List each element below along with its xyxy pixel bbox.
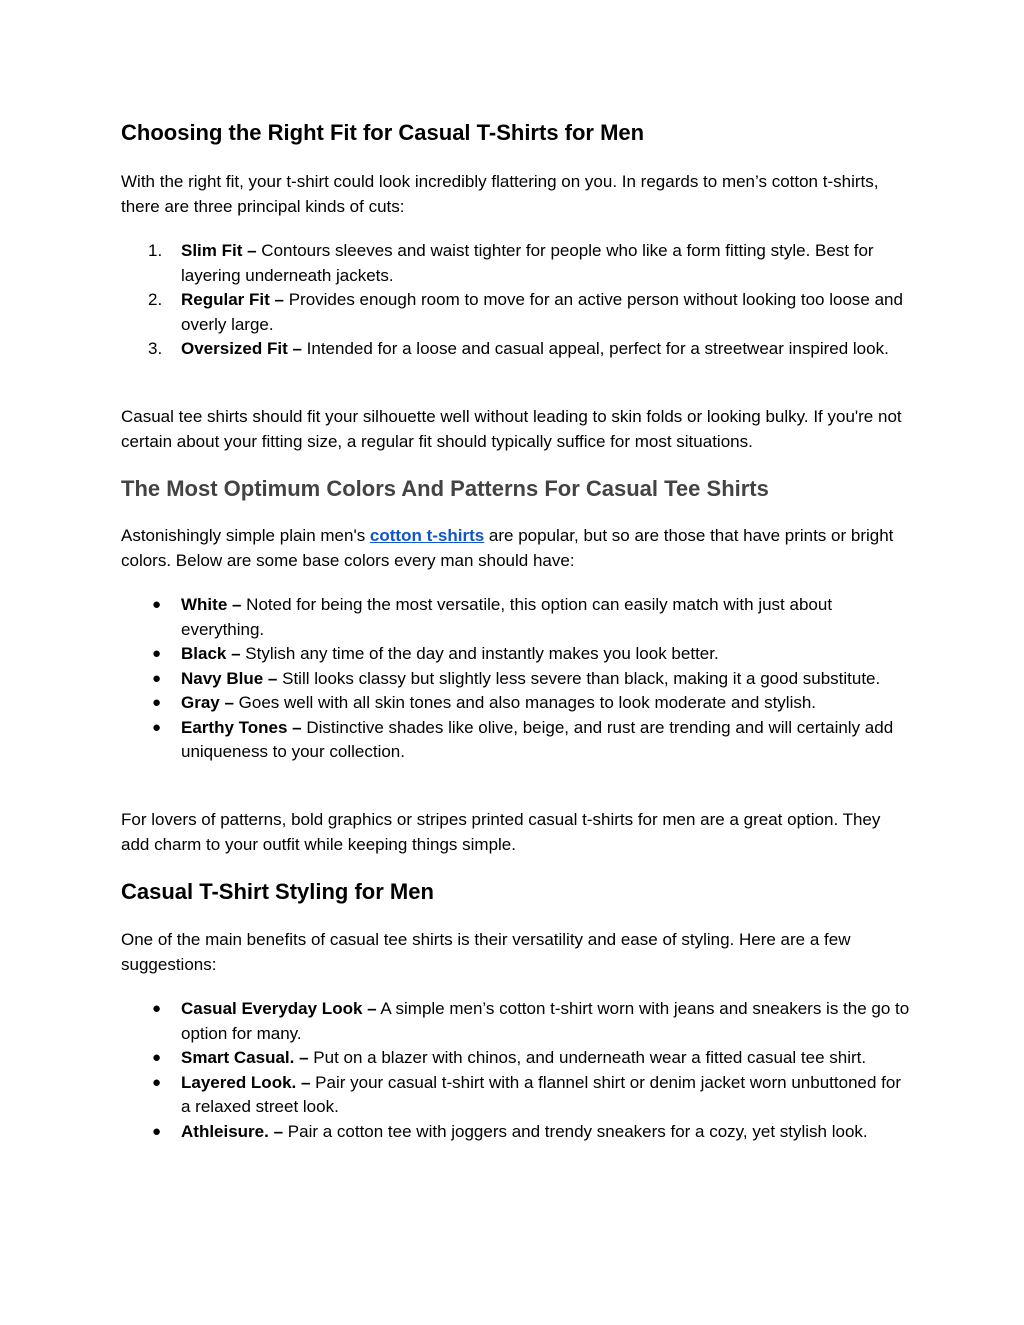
list-item-layered-look [121, 1071, 911, 1120]
bullet-icon: ● [152, 1073, 162, 1091]
list-item-title: Black – [181, 644, 241, 663]
bullet-icon: ● [152, 1000, 162, 1017]
list-item-gray [121, 691, 911, 716]
list-item-title: Earthy Tones – [181, 717, 302, 737]
paragraph-styling-intro: One of the main benefits of casual tee shirts is their versatility and ease of styling. Here are a few suggestions: [121, 930, 851, 974]
list-item-title: Layered Look. – [181, 1072, 311, 1092]
paragraph-fit-outro: Casual tee shirts should fit your silhouette well without leading to skin folds or looking bulky. If you're not certain about your fitting size, a regular fit should typically suffice for most situations. [121, 407, 902, 451]
list-item-black [121, 642, 911, 667]
list-item-text: A simple men’s cotton t-shirt worn with jeans and sneakers is the go to option for many. [181, 999, 910, 1043]
list-item-regular-fit [121, 288, 911, 337]
list-number: 1. [148, 241, 163, 260]
paragraph-colors-intro [121, 524, 911, 573]
list-item-title: Regular Fit – [181, 290, 284, 309]
list-item-text: Distinctive shades like olive, beige, and rust are trending and will certainly add uniqueness to your collection. [181, 717, 894, 761]
list-item-title: White – [181, 595, 242, 614]
list-number: 3. [148, 339, 163, 358]
list-item-text: Intended for a loose and casual appeal, perfect for a streetwear inspired look. [301, 339, 889, 358]
list-item-text: Pair your casual t-shirt with a flannel shirt or denim jacket worn unbuttoned for a relaxed street look. [181, 1072, 901, 1116]
bullet-icon: ● [152, 669, 162, 687]
list-item-title: Athleisure. – [181, 1121, 284, 1141]
list-item-title: Slim Fit – [181, 241, 257, 260]
cotton-tshirts-link[interactable]: cotton t-shirts [369, 526, 485, 545]
list-item-text: Pair a cotton tee with joggers and trendy sneakers for a cozy, yet stylish look. [283, 1121, 868, 1141]
bullet-icon: ● [152, 645, 162, 662]
list-item-title: Gray – [181, 693, 234, 712]
list-item-title: Casual Everyday Look – [181, 999, 377, 1018]
list-item-text: Still looks classy but slightly less severe than black, making it a good substitute. [277, 668, 881, 688]
list-item-athleisure [121, 1120, 911, 1145]
heading-styling: Casual T-Shirt Styling for Men [121, 879, 434, 904]
bullet-icon: ● [152, 1049, 162, 1066]
list-item-text: Noted for being the most versatile, this option can easily match with just about everything. [181, 595, 833, 639]
fit-list [121, 239, 911, 362]
list-item-smart-casual [121, 1046, 911, 1071]
list-item-text: Put on a blazer with chinos, and underneath wear a fitted casual tee shirt. [308, 1048, 867, 1067]
list-item-text: Goes well with all skin tones and also manages to look moderate and stylish. [233, 693, 817, 712]
list-item-earthy-tones [121, 716, 911, 765]
list-item-text: Stylish any time of the day and instantly makes you look better. [240, 644, 719, 663]
intro-text-after: are popular, but so are those that have prints or bright colors. Below are some base colors every man should have: [121, 526, 894, 570]
list-item-title: Oversized Fit – [181, 339, 302, 358]
list-item-slim-fit [121, 239, 911, 288]
list-item-casual-everyday [121, 997, 911, 1046]
heading-colors-patterns: The Most Optimum Colors And Patterns For Casual Tee Shirts [121, 476, 769, 501]
list-item-title: Smart Casual. – [181, 1048, 309, 1067]
bullet-icon: ● [152, 596, 162, 613]
bullet-icon: ● [152, 1122, 162, 1140]
styling-list [121, 997, 911, 1144]
list-item-oversized-fit [121, 337, 911, 362]
list-number: 2. [148, 290, 163, 309]
paragraph-fit-intro: With the right fit, your t-shirt could look incredibly flattering on you. In regards to men’s cotton t-shirts, there are three principal kinds of cuts: [121, 172, 879, 216]
bullet-icon: ● [152, 718, 162, 736]
list-item-navy-blue [121, 667, 911, 692]
intro-text-before: Astonishingly simple plain men's [121, 526, 370, 545]
bullet-icon: ● [152, 694, 162, 711]
list-item-white [121, 593, 911, 642]
colors-list [121, 593, 911, 765]
paragraph-colors-outro: For lovers of patterns, bold graphics or stripes printed casual t-shirts for men are a great option. They add charm to your outfit while keeping things simple. [121, 810, 881, 854]
list-item-text: Contours sleeves and waist tighter for people who like a form fitting style. Best for layering underneath jackets. [181, 241, 874, 285]
list-item-text: Provides enough room to move for an active person without looking too loose and overly large. [181, 290, 903, 334]
list-item-title: Navy Blue – [181, 668, 278, 688]
heading-right-fit: Choosing the Right Fit for Casual T-Shirts for Men [121, 120, 645, 145]
